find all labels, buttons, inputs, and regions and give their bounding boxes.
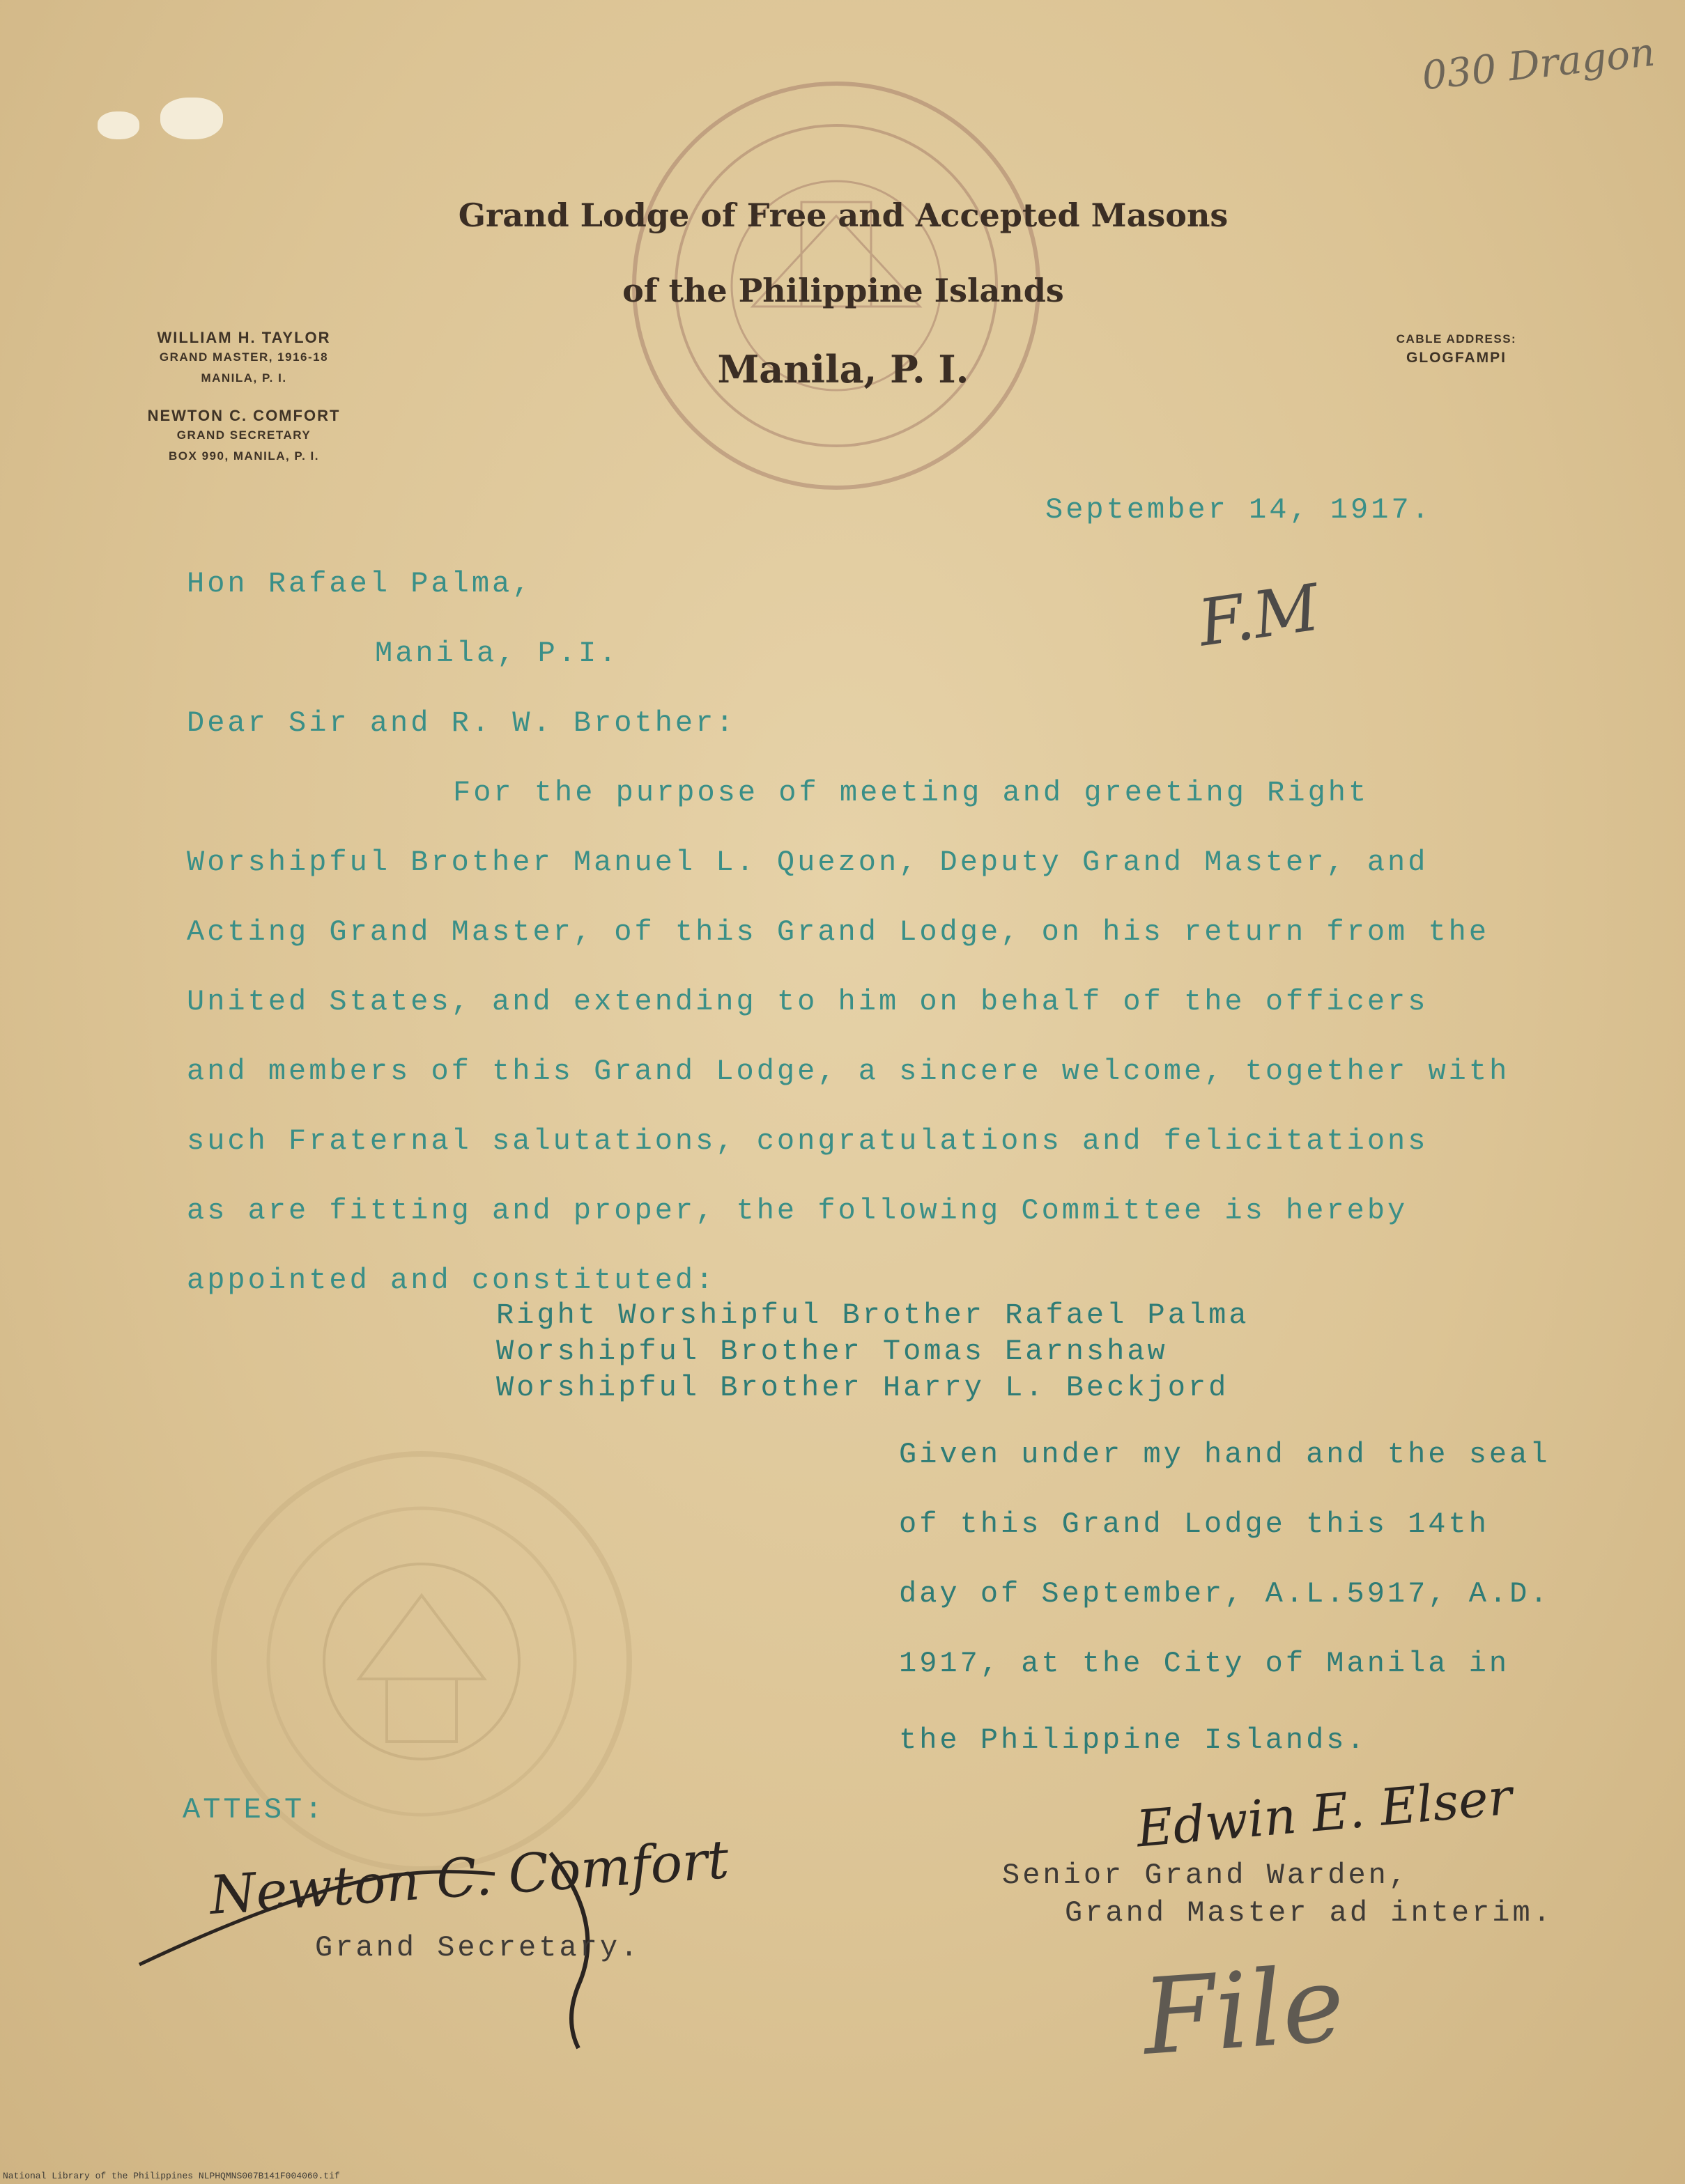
salutation: Dear Sir and R. W. Brother:: [187, 706, 737, 740]
paper-tear: [160, 98, 223, 139]
right-signature-title-1: Senior Grand Warden,: [1002, 1859, 1410, 1892]
given-line: Given under my hand and the seal: [899, 1438, 1551, 1471]
given-line: the Philippine Islands.: [899, 1724, 1367, 1757]
grand-secretary-role: GRAND SECRETARY: [176, 428, 311, 442]
given-line: 1917, at the City of Manila in: [899, 1647, 1510, 1680]
letter-date: September 14, 1917.: [1045, 493, 1432, 527]
body-line: such Fraternal salutations, congratulations and felicitations: [187, 1124, 1429, 1158]
body-line: and members of this Grand Lodge, a sincere welcome, together with: [187, 1055, 1510, 1088]
grand-master-role: GRAND MASTER, 1916-18: [159, 350, 329, 364]
cable-address-value: GLOGFAMPI: [1406, 350, 1507, 366]
scan-footer: National Library of the Philippines NLPHQMNS007B141F004060.tif: [3, 2171, 340, 2181]
attest-label: ATTEST:: [183, 1793, 325, 1827]
recipient-name: Hon Rafael Palma,: [187, 567, 533, 601]
recipient-place: Manila, P.I.: [375, 637, 620, 670]
committee-member: Worshipful Brother Harry L. Beckjord: [496, 1371, 1229, 1404]
left-signature-title: Grand Secretary.: [315, 1931, 641, 1965]
right-signature-title-2: Grand Master ad interim.: [1065, 1896, 1553, 1930]
grand-master-name: WILLIAM H. TAYLOR: [157, 329, 331, 346]
body-line: Worshipful Brother Manuel L. Quezon, Deputy Grand Master, and: [187, 846, 1429, 879]
left-signature: Newton C. Comfort: [207, 1828, 731, 1926]
body-line: appointed and constituted:: [187, 1264, 716, 1297]
letterhead-title-1: Grand Lodge of Free and Accepted Masons: [458, 196, 1229, 234]
pencil-file-note: File: [1139, 1944, 1348, 2079]
body-line: as are fitting and proper, the following Committee is hereby: [187, 1194, 1408, 1227]
grand-secretary-box: BOX 990, MANILA, P. I.: [169, 449, 319, 463]
pencil-note-top: 030 Dragon: [1419, 29, 1657, 100]
given-line: of this Grand Lodge this 14th: [899, 1508, 1489, 1541]
letterhead-left-block: [98, 329, 390, 467]
given-line: day of September, A.L.5917, A.D.: [899, 1577, 1551, 1611]
right-signature: Edwin E. Elser: [1134, 1767, 1515, 1859]
paper-tear: [98, 111, 139, 139]
grand-secretary-name: NEWTON C. COMFORT: [147, 407, 341, 424]
grand-master-place: MANILA, P. I.: [201, 371, 287, 385]
body-line: For the purpose of meeting and greeting Right: [453, 776, 1369, 810]
body-line: Acting Grand Master, of this Grand Lodge, on his return from the: [187, 915, 1490, 949]
cable-address-label: CABLE ADDRESS:: [1396, 332, 1517, 346]
letterhead-right-block: [1345, 329, 1568, 366]
committee-member: Worshipful Brother Tomas Earnshaw: [496, 1335, 1168, 1368]
initials-mark: F.M: [1194, 570, 1324, 661]
letterhead-title-2: of the Philippine Islands: [622, 272, 1064, 309]
committee-member: Right Worshipful Brother Rafael Palma: [496, 1299, 1249, 1332]
letterhead-title-3: Manila, P. I.: [717, 347, 969, 392]
body-line: United States, and extending to him on behalf of the officers: [187, 985, 1429, 1019]
